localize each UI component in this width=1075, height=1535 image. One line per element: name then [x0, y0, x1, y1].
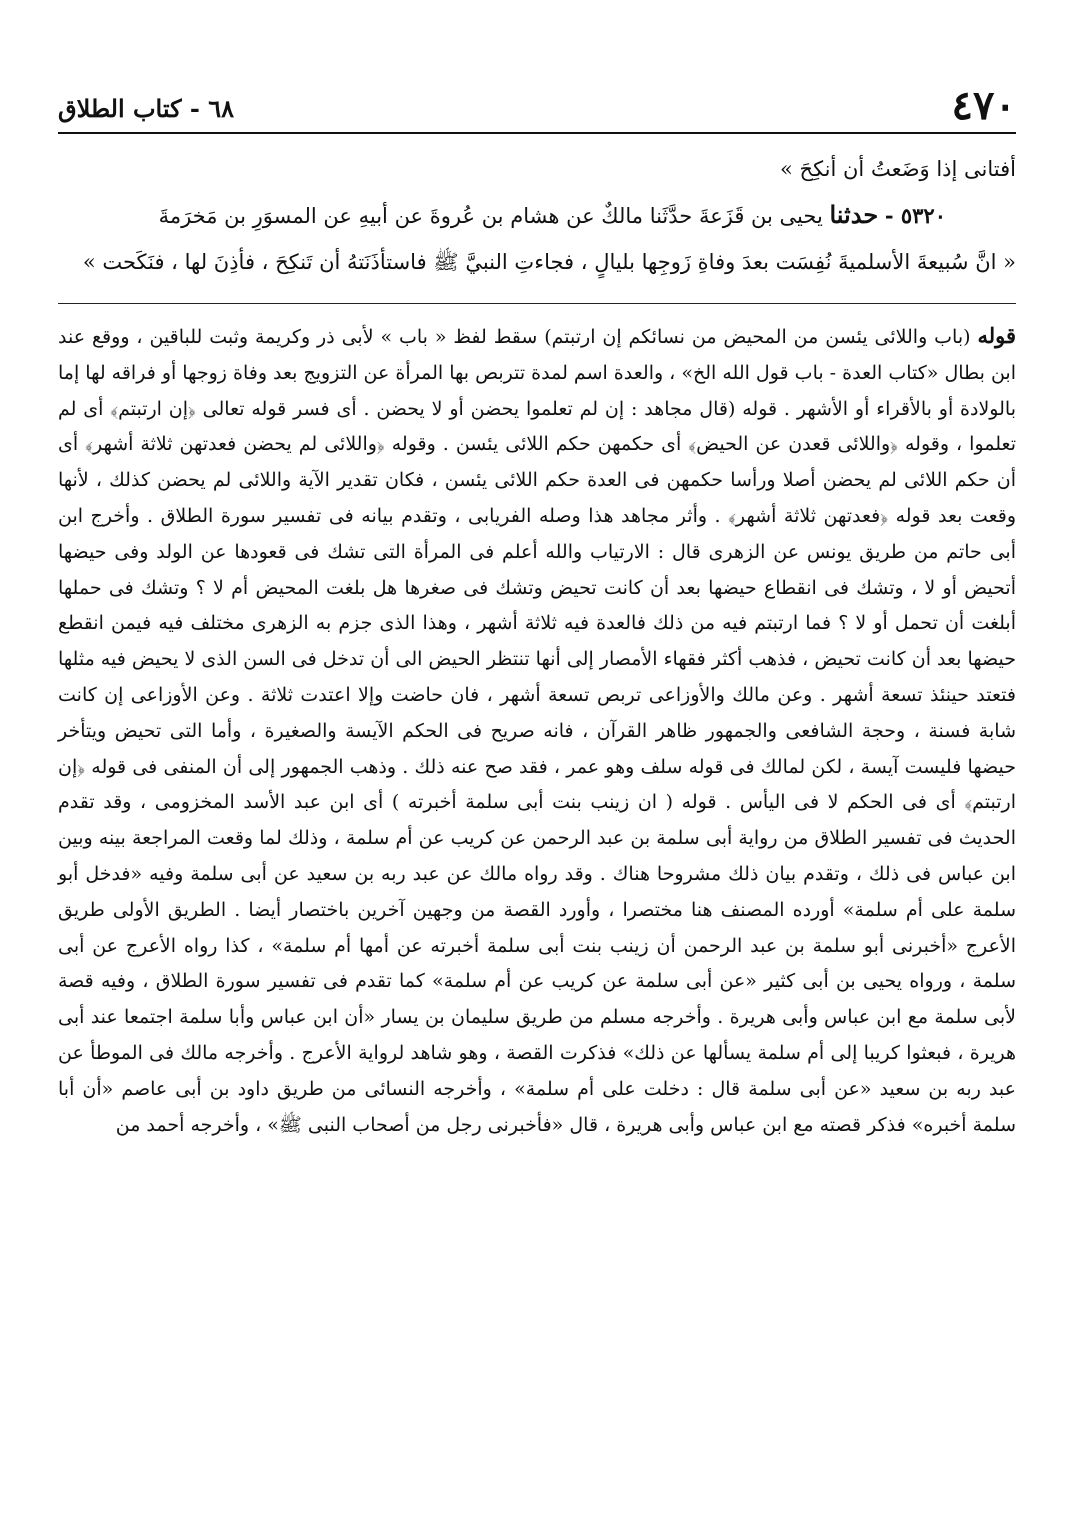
commentary-label: قوله [977, 323, 1016, 348]
page-number: ٤٧٠ [951, 82, 1016, 129]
page-header [58, 84, 1016, 132]
hadith-block [58, 146, 1016, 285]
commentary-text: (باب واللائى يئسن من المحيض من نسائكم إن ارتبتم) سقط لفظ « باب » لأبى ذر وكريمة وثبت للباقين ، ووقع عند ابن بطال «كتاب العدة - باب قول الله الخ» ، والعدة اسم لمدة تتربص بها المرأة عن التزويج بعد وفاة زوجها أو فراقه لها إما بالولادة أو بالأقراء أو الأشهر . قوله (قال مجاهد : إن لم تعلموا يحضن أو لا يحضن . أى فسر قوله تعالى ﴿إن ارتبتم﴾ أى لم تعلموا ، وقوله ﴿واللائى قعدن عن الحيض﴾ أى حكمهن حكم اللائى يئسن . وقوله ﴿واللائى لم يحضن فعدتهن ثلاثة أشهر﴾ أى أن حكم اللائى لم يحضن أصلا ورأسا حكمهن فى العدة حكم اللائى يئسن ، فكان تقدير الآية واللائى لم يحضن كذلك ، لأنها وقعت بعد قوله ﴿فعدتهن ثلاثة أشهر﴾ . وأثر مجاهد هذا وصله الفريابى ، وتقدم بيانه فى تفسير سورة الطلاق . وأخرج ابن أبى حاتم من طريق يونس عن الزهرى قال : الارتياب والله أعلم فى المرأة التى تشك فى قعودها عن الولد وفى حيضها أتحيض أو لا ، وتشك فى انقطاع حيضها بعد أن كانت تحيض وتشك فى صغرها هل بلغت المحيض أم لا ؟ وتشك فى حملها أبلغت أن تحمل أو لا ؟ فما ارتبتم فيه من ذلك فالعدة فيه ثلاثة أشهر ، وهذا الذى جزم به الزهرى مختلف فيه فيمن انقطع حيضها بعد أن كانت تحيض ، فذهب أكثر فقهاء الأمصار إلى أنها تنتظر الحيض الى أن تدخل فى السن الذى لا يحيض فيه مثلها فتعتد حينئذ تسعة أشهر . وعن مالك والأوزاعى تربص تسعة أشهر ، فان حاضت وإلا اعتدت ثلاثة . وعن الأوزاعى إن كانت شابة فسنة ، وحجة الشافعى والجمهور ظاهر القرآن ، فانه صريح فى الحكم الآيسة والصغيرة ، وأما التى تحيض ويتأخر حيضها فليست آيسة ، لكن لمالك فى قوله سلف وهو عمر ، فقد صح عنه ذلك . وذهب الجمهور إلى أن المنفى فى قوله ﴿إن ارتبتم﴾ أى فى الحكم لا فى اليأس . قوله ( ان زينب بنت أبى سلمة أخبرته ) أى ابن عبد الأسد المخزومى ، وقد تقدم الحديث فى تفسير الطلاق من رواية أبى سلمة بن عبد الرحمن عن كريب عن أم سلمة ، وذلك لما وقعت المراجعة بينه وبين ابن عباس فى ذلك ، وتقدم بيان ذلك مشروحا هناك . وقد رواه مالك عن عبد ربه بن سعيد عن أبى سلمة وفيه «فدخل أبو سلمة على أم سلمة» أورده المصنف هنا مختصرا ، وأورد القصة من وجهين آخرين باختصار أيضا . الطريق الأولى طريق الأعرج «أخبرنى أبو سلمة بن عبد الرحمن أن زينب بنت أبى سلمة أخبرته عن أمها أم سلمة» ، كذا رواه الأعرج عن أبى سلمة ، ورواه يحيى بن أبى كثير «عن أبى سلمة عن كريب عن أم سلمة» كما تقدم فى تفسير سورة الطلاق ، وفيه قصة لأبى سلمة مع ابن عباس وأبى هريرة . وأخرجه مسلم من طريق سليمان بن يسار «أن ابن عباس وأبا سلمة اجتمعا عند أبى هريرة ، فبعثوا كريبا إلى أم سلمة يسألها عن ذلك» فذكرت القصة ، وهو شاهد لرواية الأعرج . وأخرجه مالك فى الموطأ عن عبد ربه بن سعيد «عن أبى سلمة قال : دخلت على أم سلمة» ، وأخرجه النسائى من طريق داود بن أبى عاصم «أن أبا سلمة أخبره» فذكر قصته مع ابن عباس وأبى هريرة ، قال «فأخبرنى رجل من أصحاب النبى ﷺ» ، وأخرجه أحمد من [58, 326, 1017, 1136]
hadith-isnad-line [58, 192, 946, 239]
hadith-matn: « انَّ سُبيعةَ الأسلميةَ نُفِسَت بعدَ وفاةِ زَوجِها بليالٍ ، فجاءتِ النبيَّ ﷺ فاستأذَنَتهُ أن تَنكِحَ ، فأذِنَ لها ، فنَكَحت » [82, 250, 1016, 274]
section-divider [58, 303, 1016, 304]
running-title: ٦٨ - كتاب الطلاق [58, 94, 234, 123]
hadith-isnad: يحيى بن قَزَعةَ حدَّثَنا مالكٌ عن هشام بن عُروةَ عن أبيهِ عن المسوَرِ بن مَخرَمةَ [158, 204, 823, 228]
hadith-number: ٥٣٢٠ - [884, 203, 946, 228]
commentary-block [58, 318, 1016, 1143]
header-rule [58, 132, 1016, 134]
commentary-paragraph [58, 318, 1016, 1143]
haddathana-word: حدثنا [829, 200, 879, 229]
book-page [58, 84, 1016, 1143]
hadith-previous-tail: أفتانى إذا وَضَعتُ أن أنكِحَ » [779, 157, 1016, 181]
